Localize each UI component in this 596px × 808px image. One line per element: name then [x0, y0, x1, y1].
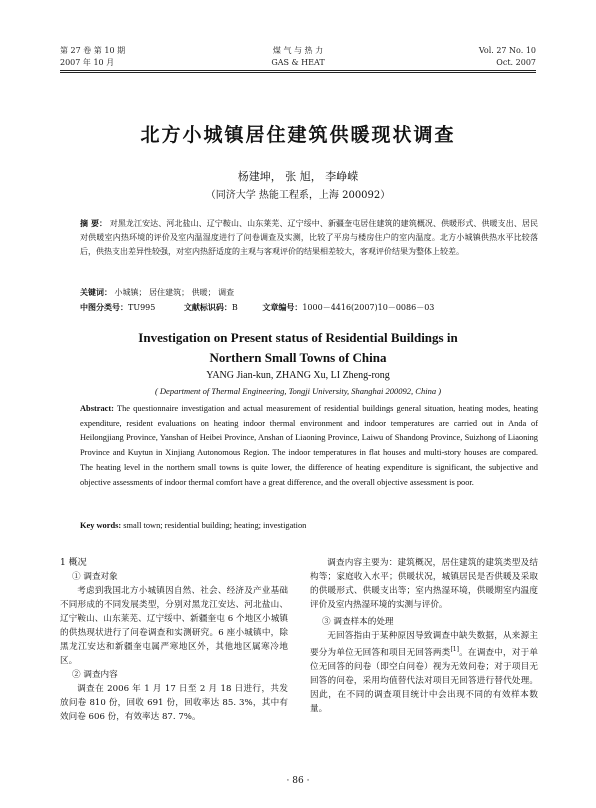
body-left-column: [60, 556, 288, 724]
article-label: 文章编号：: [262, 303, 303, 312]
authors-en: YANG Jian-kun, ZHANG Xu, LI Zheng-rong: [206, 370, 390, 381]
keywords-en-label: Key words:: [80, 521, 122, 530]
journal-volume-en: Vol. 27 No. 10: [478, 46, 536, 55]
header-right: [436, 46, 536, 68]
header-rule-bottom: [60, 72, 536, 73]
keywords-cn-text: 小城镇； 居住建筑； 供暖； 调查: [114, 288, 235, 297]
paragraph-nonresponse: [310, 629, 538, 716]
keywords-en-text: small town; residential building; heating; investigation: [123, 521, 307, 530]
classification-line: [80, 302, 538, 314]
header-left: [60, 46, 125, 68]
subsection-survey-content: ② 调查内容: [72, 670, 118, 680]
header-center: [198, 46, 398, 68]
keywords-cn-label: 关键词：: [80, 288, 112, 297]
affiliation-en: ( Department of Thermal Engineering, Tongji University, Shanghai 200092, China ): [154, 386, 442, 396]
clc-value: TU995: [128, 303, 156, 312]
doc-label: 文献标识码：: [183, 303, 232, 312]
nonresponse-text: 无回答指由于某种原因导致调查中缺失数据，从来源主要分为单位无回答和项目无回答两类: [310, 631, 538, 658]
subsection-survey-objects: ① 调查对象: [72, 572, 118, 582]
page-number: · 86 ·: [286, 776, 310, 786]
abstract-cn: [80, 217, 538, 259]
paragraph-survey-objects: 考虑到我国北方小城镇因自然、社会、经济及产业基础不同形成的不同发展类型，分别对黑龙江安达、河北盐山、辽宁鞍山、山东莱芜、辽宁绥中、新疆奎屯 6 个地区小城镇的供热现状进行了问卷调查和实测研究。6 座小城镇中，除黑龙江安达和新疆奎屯属严寒地区外，其他地区属寒冷地区。: [60, 586, 288, 666]
clc-label: 中图分类号：: [80, 303, 128, 312]
abstract-cn-label: 摘 要：: [80, 219, 108, 228]
nonresponse-text-cont: 。在调查中，对于单位无回答的问卷（即空白问卷）视为无效问卷；对于项目无回答的问卷，采用均值替代法对项目无回答进行替代处理。因此，在不同的调查项目统计中会出现不同的有效样本数量。: [310, 647, 538, 714]
doc-value: B: [231, 303, 238, 312]
affiliation-cn: （同济大学 热能工程系，上海 200092）: [205, 190, 391, 201]
article-title-en: [60, 328, 536, 368]
article-value: 1000－4416(2007)10－0086－03: [302, 303, 435, 312]
article-title-en-line1: Investigation on Present status of Residential Buildings in: [138, 330, 458, 345]
section-heading-overview: 1 概况: [60, 558, 87, 568]
abstract-en-label: Abstract:: [80, 404, 114, 413]
header-rule-top: [60, 70, 536, 71]
keywords-en: [80, 521, 538, 530]
abstract-en-text: The questionnaire investigation and actual measurement of residential buildings general situation, heating modes, heating expenditure, resident evaluations on heating indoor thermal environment and indoor temperatures are carried out in Anda of Heilongjiang Province, Yanshan of Heibei Province, Anshan of Liaoning Province, Laiwu of Shandong Province, Suizhong of Liaoning Province and Kuytun in Xinjiang Autonomous Region. The indoor temperatures in flat houses and multi-story houses are compared. The heating level in the northern small towns is quite lower, the difference of heating expenditure is significant, the subjective and objective assessments of indoor thermal comfort have a great difference, and the overall objective assessment is poor.: [80, 404, 539, 487]
paragraph-survey-content: 调查内容主要为：建筑概况，居住建筑的建筑类型及结构等；家庭收入水平；供暖状况，城镇居民是否供暖及采取的供暖形式、供暖支出等；室内热湿环境，供暖期室内温度评价及室内热湿环境的实测与评价。: [310, 558, 538, 610]
keywords-cn: [80, 287, 538, 299]
journal-date-cn: 2007 年 10 月: [60, 58, 115, 67]
journal-volume: 第 27 卷 第 10 期: [60, 46, 126, 55]
article-title-en-line2: Northern Small Towns of China: [209, 350, 387, 365]
abstract-en: [80, 402, 538, 490]
journal-date-en: Oct. 2007: [496, 58, 536, 67]
abstract-cn-text: 对黑龙江安达、河北盐山、辽宁鞍山、山东莱芜、辽宁绥中、新疆奎屯居住建筑的建筑概况、供暖形式、供暖支出、居民对供暖室内热环境的评价及室内温湿度进行了问卷调查及实测，比较了平房与楼房住户的室内温度。北方小城镇供热水平比较落后，供热支出差异性较强，对室内热舒适度的主观与客观评价的结果相差较大，客观评价结果为整体上较差。: [80, 219, 538, 256]
journal-name-en: GAS & HEAT: [271, 58, 325, 67]
subsection-sample-processing: ③ 调查样本的处理: [322, 617, 394, 627]
journal-name-cn: 煤 气 与 热 力: [272, 46, 324, 55]
body-right-column: [310, 556, 538, 716]
article-title-cn: 北方小城镇居住建筑供暖现状调查: [140, 124, 456, 146]
citation-ref: [1]: [450, 646, 459, 653]
authors-cn: 杨建坤， 张 旭， 李峥嵘: [237, 170, 359, 183]
paragraph-survey-dates: 调查在 2006 年 1 月 17 日至 2 月 18 日进行，共发放问卷 810 份，回收 691 份，回收率达 85. 3%，其中有效问卷 606 份，有效率达 87. 7%。: [60, 684, 288, 722]
